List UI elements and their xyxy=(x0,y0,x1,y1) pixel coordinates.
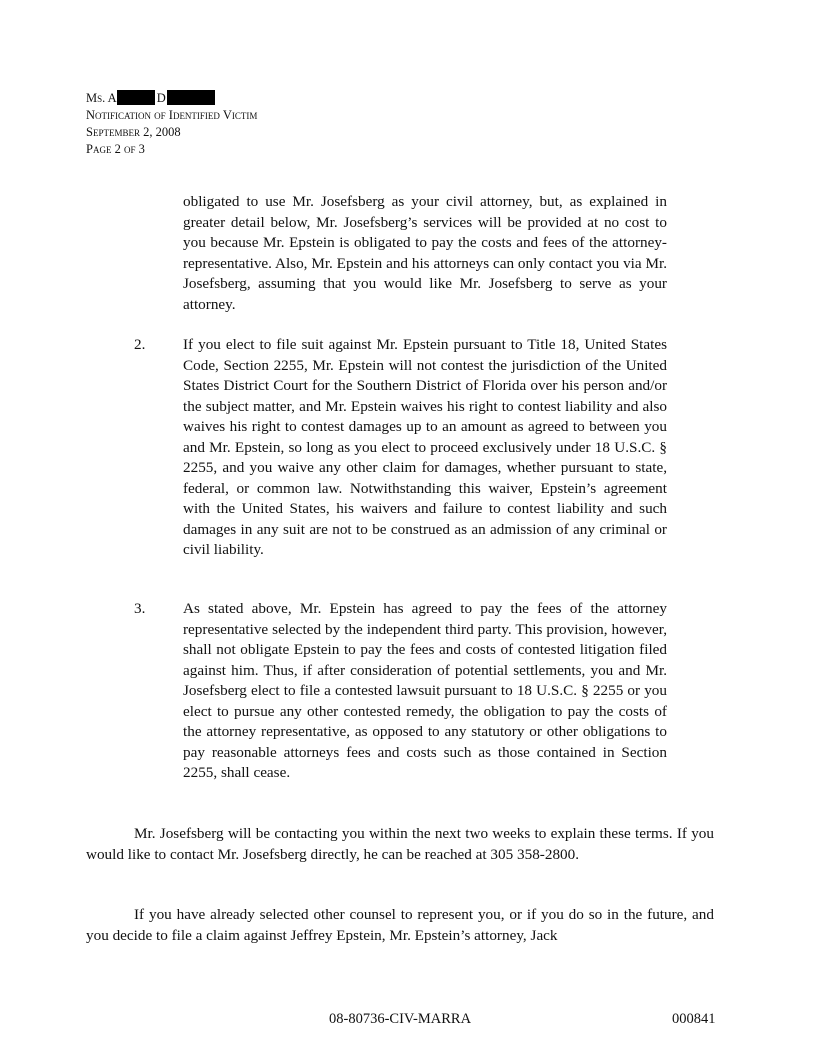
page-number-line: Page 2 of 3 xyxy=(86,142,145,156)
recipient-mid: D xyxy=(156,91,166,105)
recipient-prefix: Ms. A xyxy=(86,91,117,105)
redaction-box xyxy=(117,90,155,105)
counsel-paragraph: If you have already selected other counsel to represent you, or if you do so in the future, and you decide to file a claim against Jeffrey Epstein, Mr. Epstein’s attorney, Jack xyxy=(86,906,714,944)
continuation-paragraph: obligated to use Mr. Josefsberg as your civil attorney, but, as explained in greater detail below, Mr. Josefsberg’s services will be provided at no cost to you because Mr. Epstein is obligated to pay the costs and fees of the attorney-representative. Also, Mr. Epstein and his attorneys can only contact you via Mr. Josefsberg, assuming that you would like Mr. Josefsberg to serve as your attorney. xyxy=(183,193,667,313)
contact-paragraph: Mr. Josefsberg will be contacting you within the next two weeks to explain these terms. If you would like to contact Mr. Josefsberg directly, he can be reached at 305 358-2800. xyxy=(86,825,714,863)
case-number: 08-80736-CIV-MARRA xyxy=(329,1011,472,1027)
list-item-number: 2. xyxy=(134,336,146,353)
subject-line: Notification of Identified Victim xyxy=(86,108,258,122)
redaction-box xyxy=(167,90,215,105)
letter-header xyxy=(86,90,257,158)
list-item-text: As stated above, Mr. Epstein has agreed to pay the fees of the attorney representative selected by the independent third party. This provision, however, shall not obligate Epstein to pay the fees and costs of contested litigation filed against him. Thus, if after consideration of potential settlements, you and Mr. Josefsberg elect to file a contested lawsuit pursuant to 18 U.S.C. § 2255 or you elect to pursue any other contested remedy, the obligation to pay the costs of the attorney representative, as opposed to any statutory or other obligations to pay reasonable attorneys fees and costs such as those contained in Section 2255, shall cease. xyxy=(183,600,667,781)
date-line: September 2, 2008 xyxy=(86,125,181,139)
list-item-number: 3. xyxy=(134,600,146,617)
list-item-text: If you elect to file suit against Mr. Epstein pursuant to Title 18, United States Code, Section 2255, Mr. Epstein will not contest the jurisdiction of the United States District Court for the Southern District of Florida over his person and/or the subject matter, and Mr. Epstein waives his right to contest liability and also waives his right to contest damages up to an amount as agreed to between you and Mr. Epstein, so long as you elect to proceed exclusively under 18 U.S.C. § 2255, and you waive any other claim for damages, whether pursuant to state, federal, or common law. Notwithstanding this waiver, Epstein’s agreement with the United States, his waivers and failure to contest liability and such damages in any suit are not to be construed as an admission of any criminal or civil liability. xyxy=(183,336,667,558)
recipient-line xyxy=(86,90,257,107)
bates-number: 000841 xyxy=(672,1011,716,1027)
